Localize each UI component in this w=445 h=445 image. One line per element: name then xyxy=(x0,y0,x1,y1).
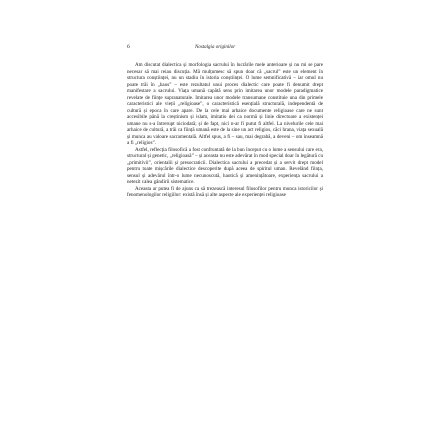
running-head xyxy=(127,44,327,54)
paragraph: Aceasta ar putea fi de ajuns ca să trezească interesul filosofilor pentru munca istoricilor și fenomenologilor religiilor: există însă și alte aspecte ale experienței religioase xyxy=(127,185,323,198)
paragraph: Astfel, reflecția filosofică a fost confruntată de la bun început cu o lume a sensului care era, structural și genetic, „religioasă” – și aceasta nu este adevărat în mod special doar în legătură cu „primitivii”, orientalii și presocraticii. Dialectica sacrului a precedat și a servit drept model pentru toate mișcările dialectice descoperite după aceea de spiritul uman. Revelând ființa, sensul și adevărul într-o lume necunoscută, haotică și amenințătoare, experiența sacrului a netezit calea gândirii sistematice. xyxy=(127,146,323,185)
running-title: Nostalgia originilor xyxy=(195,45,236,50)
body-text xyxy=(127,62,323,199)
page-number: 6 xyxy=(127,44,130,50)
paragraph: Am discutat dialectica și morfologia sacrului în lucrările mele anterioare și nu mi se pare necesar să mai reiau discuția. Mă mulțumesc să spun doar că „sacrul” este un element în structura conștiinței, nu un stadiu în istoria conștiinței. O lume semnificativă – iar omul nu poate trăi în „haos” – este rezultatul unui proces dialectic care poate fi denumit drept manifestare a sacrului. Viața umană capătă sens prin imitarea unor modele paradigmatice revelate de ființe supranaturale. Imitarea unor modele transumane constituie una din primele caracteristici ale vieții „religioase”, o caracteristică esențială structurală, independentă de cultură și epoca în care apare. De la cele mai arhaice documente religioase care ne sunt accesibile până la creștinism și islam, imitatio dei ca normă și linie directoare a existenței umane nu s-a întrerupt niciodată; și de fapt, nici n-ar fi putut fi altfel. La nivelurile cele mai arhaice de cultură, a trăi ca ființă umană este de la sine un act religios, căci hrana, viața sexuală și munca au valoare sacramentală. Altfel spus, a fi – sau, mai degrabă, a deveni – om înseamnă a fi „religios”. xyxy=(127,62,323,146)
